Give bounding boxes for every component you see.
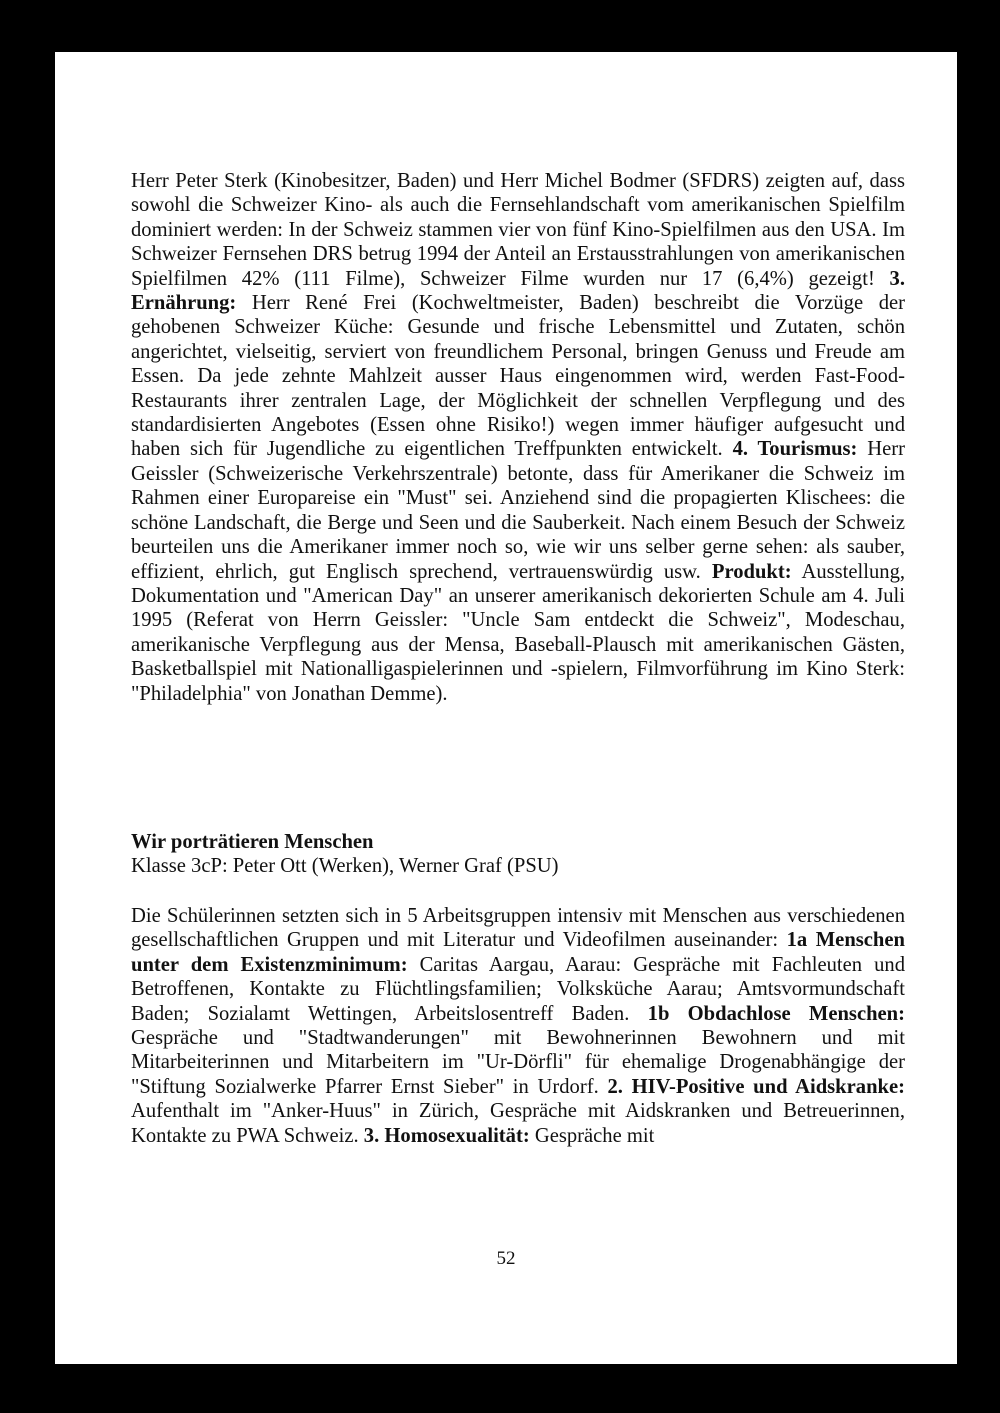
- paragraph-text: Ausstellung, Dokumentation und "American Day" an unserer amerikanisch dekorierten Schule am 4. Juli 1995 (Referat von Herrn Geissler: "Uncle Sam entdeckt die Schweiz", Modeschau, amerikanische Verpflegung aus der Mensa, Baseball-Plausch mit amerikanischen Gästen, Basketballspiel mit Nationalligaspielerinnen und -spielern, Filmvorführung im Kino Sterk: "Philadelphia" von Jonathan Demme).: [131, 560, 906, 705]
- inline-heading-hiv: 2. HIV-Positive und Aidskranke:: [607, 1075, 905, 1098]
- paragraph-text: Herr Geissler (Schweizerische Verkehrszentrale) betonte, dass für Amerikaner die Schweiz im Rahmen einer Europareise ein "Must" sei. Anziehend sind die propagierten Klischees: die schöne Landschaft, die Berge und Seen und die Sauberkeit. Nach einem Besuch der Schweiz beurteilen uns die Amerikaner immer noch so, wie wir uns selber gerne sehen: als sauber, effizient, ehrlich, gut Englisch sprechend, vertrauenswürdig usw.: [131, 438, 905, 583]
- inline-heading-homeless: 1b Obdachlose Menschen:: [647, 1002, 905, 1025]
- paragraph-media-food-tourism: [131, 169, 905, 706]
- inline-heading-poverty: 1a Menschen unter dem Existenzminimum:: [131, 929, 905, 976]
- paragraph-text: Gespräche und "Stadtwanderungen" mit Bewohnerinnen Bewohnern und mit Mitarbeiterinnen und Mitarbeitern im "Ur-Dörfli" für ehemalige Drogenabhängige der "Stiftung Sozialwerke Pfarrer Ernst Sieber" in Urdorf.: [131, 1027, 905, 1098]
- inline-heading-product: Produkt:: [711, 560, 792, 583]
- document-page: [55, 52, 957, 1364]
- inline-heading-nutrition: 3. Ernährung:: [131, 267, 905, 315]
- paragraph-portraits: [131, 904, 905, 1148]
- paragraph-text: Caritas Aargau, Aarau: Gespräche mit Fachleuten und Betroffenen, Kontakte zu Flüchtlingsfamilien; Volksküche Aarau; Amtsvormundschaft Baden; Sozialamt Wettingen, Arbeitslosentreff Baden.: [131, 953, 905, 1025]
- section-subtitle: Klasse 3cP: Peter Ott (Werken), Werner Graf (PSU): [131, 855, 559, 877]
- paragraph-text: Herr René Frei (Kochweltmeister, Baden) beschreibt die Vorzüge der gehobenen Schweizer Küche: Gesunde und frische Lebensmittel und Zutaten, schön angerichtet, vielseitig, serviert von freundlichem Personal, bringen Genuss und Freude am Essen. Da jede zehnte Mahlzeit ausser Haus eingenommen wird, werden Fast-Food-Restaurants ihrer zentralen Lage, der Möglichkeit der schnellen Verpflegung und des standardisierten Angebotes (Essen ohne Risiko!) wegen immer häufiger aufgesucht und haben sich für Jugendliche zu eigentlichen Treffpunkten entwickelt.: [131, 292, 905, 461]
- paragraph-text: Herr Peter Sterk (Kinobesitzer, Baden) und Herr Michel Bodmer (SFDRS) zeigten auf, dass sowohl die Schweizer Kino- als auch die Fernsehlandschaft vom amerikanischen Spielfilm dominiert werden: In der Schweiz stammen vier von fünf Kino-Spielfilmen aus den USA. Im Schweizer Fernsehen DRS betrug 1994 der Anteil an Erstausstrahlungen von amerikanischen Spielfilmen 42% (111 Filme), Schweizer Filme wurden nur 17 (6,4%) gezeigt!: [131, 170, 905, 290]
- inline-heading-homosexuality: 3. Homosexualität:: [363, 1124, 530, 1147]
- inline-heading-tourism: 4. Tourismus:: [732, 438, 858, 461]
- section-heading: Wir porträtieren Menschen: [131, 831, 374, 853]
- page-number: 52: [496, 1248, 516, 1269]
- paragraph-text: Aufenthalt im "Anker-Huus" in Zürich, Gespräche mit Aidskranken und Betreuerinnen, Kontakte zu PWA Schweiz.: [131, 1100, 905, 1147]
- paragraph-text: Gespräche mit: [534, 1124, 655, 1147]
- paragraph-text: Die Schülerinnen setzten sich in 5 Arbeitsgruppen intensiv mit Menschen aus verschiedenen gesellschaftlichen Gruppen und mit Literatur und Videofilmen auseinander:: [131, 905, 905, 952]
